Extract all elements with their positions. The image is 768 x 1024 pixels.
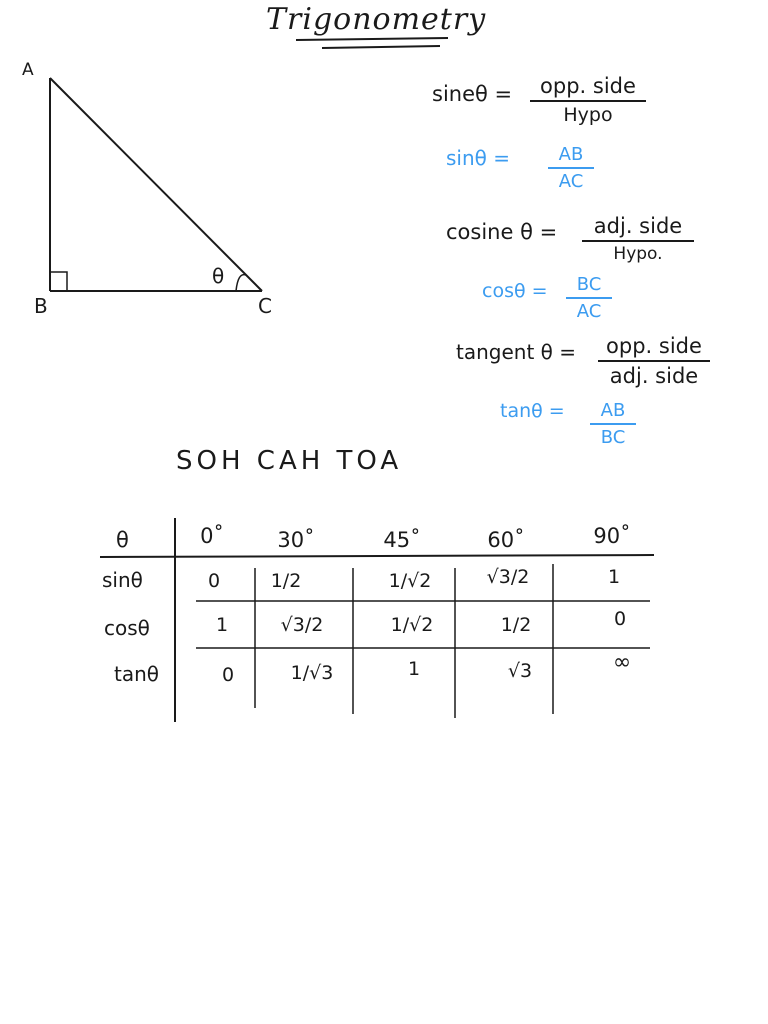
sine-definition-denominator: Hypo [563,104,613,126]
vertex-c-label: C [258,294,272,318]
table-cell: 1/√3 [290,662,334,684]
fraction-bar [530,100,646,102]
table-cell: 1 [607,566,621,588]
triangle-side-ac [50,78,262,291]
table-cell: 0 [613,608,627,630]
table-header-angle: 45˚ [383,528,421,552]
page-title: Trigonometry [266,2,487,37]
table-header-angle: 30˚ [277,528,315,552]
table-cell: 1/2 [270,570,302,592]
angle-theta-label: θ [212,264,225,288]
sin-ratio-lhs: sinθ = [446,146,511,170]
tan-ratio-denominator: BC [600,427,626,448]
fraction-bar [582,240,694,242]
cos-ratio-numerator: BC [576,274,602,295]
sin-ratio-fraction [548,144,594,192]
table-header-rule [100,555,654,557]
title-underline [296,38,448,40]
table-cell: 0 [221,664,235,686]
sin-ratio-numerator: AB [558,144,584,165]
vertex-a-label: A [22,60,34,80]
right-angle-marker [50,272,67,291]
table-row-label-sin: sinθ [102,568,143,592]
table-cell: 1 [215,614,229,636]
table-corner-theta: θ [116,528,129,552]
fraction-bar [548,167,594,169]
tan-ratio-numerator: AB [600,400,626,421]
table-cell: √3/2 [486,566,530,588]
cosine-definition-fraction [582,214,694,264]
table-header-angle: 0˚ [200,524,224,548]
table-cell: 1/√2 [390,614,434,636]
tangent-definition-lhs: tangent θ = [456,340,576,364]
sine-definition-fraction [530,74,646,126]
cosine-definition-numerator: adj. side [593,214,683,238]
table-cell: 1 [407,658,421,680]
table-cell: ∞ [612,650,632,675]
table-cell: 0 [207,570,221,592]
table-row-label-cos: cosθ [104,616,150,640]
cos-ratio-lhs: cosθ = [482,280,548,302]
cos-ratio-denominator: AC [576,301,602,322]
table-header-angle: 90˚ [593,524,631,548]
tangent-definition-numerator: opp. side [606,334,702,358]
sine-definition-lhs: sineθ = [432,82,513,106]
title-underline [322,46,440,48]
fraction-bar [590,423,636,425]
fraction-bar [566,297,612,299]
table-row-label-tan: tanθ [114,662,160,686]
cos-ratio-fraction [566,274,612,322]
tangent-definition-denominator: adj. side [609,364,699,388]
table-cell: √3 [507,660,533,682]
cosine-definition-denominator: Hypo. [613,244,663,264]
cosine-definition-lhs: cosine θ = [446,220,558,244]
tan-ratio-lhs: tanθ = [500,400,565,422]
table-cell: 1/√2 [388,570,432,592]
fraction-bar [598,360,710,362]
mnemonic-text: SOH CAH TOA [176,446,403,476]
tangent-definition-fraction [598,334,710,388]
tan-ratio-fraction [590,400,636,448]
vertex-b-label: B [34,294,48,318]
sine-definition-numerator: opp. side [540,74,636,98]
table-cell: √3/2 [280,614,324,636]
sin-ratio-denominator: AC [558,171,584,192]
table-header-angle: 60˚ [487,528,525,552]
angle-arc [236,275,246,291]
table-cell: 1/2 [500,614,532,636]
